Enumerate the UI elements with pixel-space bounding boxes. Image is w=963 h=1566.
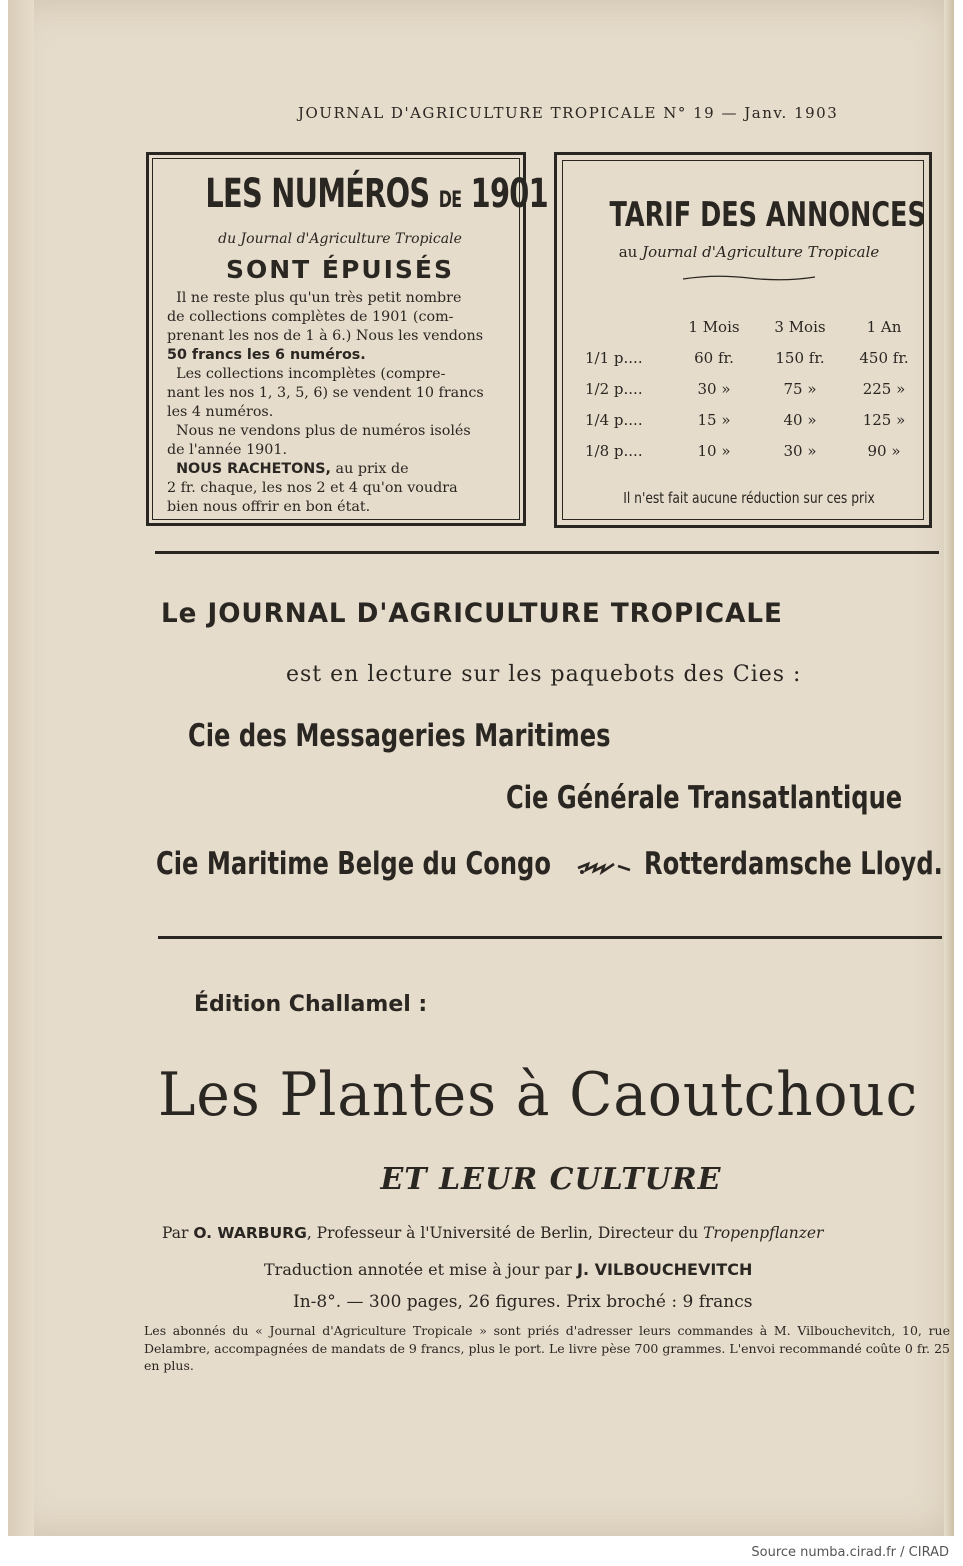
author-prefix: Par — [162, 1224, 194, 1242]
numeros-1901-inner-frame — [152, 158, 548, 520]
col-header: 3 Mois — [774, 317, 826, 336]
tarif-row — [585, 435, 925, 466]
order-note: Les abonnés du « Journal d'Agriculture Tropicale » sont priés d'adresser leurs commandes à M. Vilbouchevitch, 10, rue Delambre, accompagnées de mandats de 9 francs, plus le port. Le livre pèse 700 grammes. L'envoi recommandé coûte 0 fr. 25 en plus. — [144, 1323, 950, 1373]
price-cell: 15 » — [697, 410, 731, 429]
book-format: In-8°. — 300 pages, 26 figures. Prix broché : 9 francs — [293, 1292, 753, 1312]
tarif-annonces-box — [554, 152, 932, 528]
body-line-3: prenant les nos de 1 à 6.) Nous les vendons — [167, 328, 484, 344]
price-cell: 30 » — [783, 441, 817, 460]
body-line-1: Il ne reste plus qu'un très petit nombre — [176, 290, 462, 306]
numeros-1901-body — [167, 289, 523, 517]
author-line — [162, 1224, 952, 1242]
title-main: LES NUMÉROS — [205, 171, 430, 217]
body-line-8: Nous ne vendons plus de numéros isolés — [176, 423, 471, 439]
page-edge — [944, 0, 954, 1536]
journal-headline: Le JOURNAL D'AGRICULTURE TROPICALE — [161, 598, 783, 629]
tarif-inner-frame — [562, 160, 924, 520]
body-line-4: 50 francs les 6 numéros. — [167, 347, 366, 363]
tarif-row — [585, 373, 925, 404]
book-title: Les Plantes à Caoutchouc — [158, 1060, 919, 1130]
row-label: 1/8 p.... — [585, 441, 643, 460]
company-messageries: Cie des Messageries Maritimes — [188, 718, 611, 754]
price-cell: 40 » — [783, 410, 817, 429]
tarif-subtitle-journal: Journal d'Agriculture Tropicale — [642, 243, 880, 261]
numeros-1901-box — [146, 152, 548, 526]
ornament-flourish-icon — [574, 856, 634, 878]
body-line-5: Les collections incomplètes (compre- — [176, 366, 446, 382]
divider-rule — [158, 936, 942, 939]
translation-line — [264, 1260, 752, 1279]
tarif-table — [585, 311, 925, 466]
body-line-12: bien nous offrir en bon état. — [167, 499, 371, 515]
translator-name: J. VILBOUCHEVITCH — [576, 1260, 753, 1279]
author-rest: , Professeur à l'Université de Berlin, Directeur du — [306, 1224, 704, 1242]
row-label: 1/4 p.... — [585, 410, 643, 429]
tarif-row — [585, 342, 925, 373]
body-line-2: de collections complètes de 1901 (com- — [167, 309, 454, 325]
price-cell: 450 fr. — [859, 348, 909, 367]
col-header: 1 Mois — [688, 317, 740, 336]
company-belge-congo: Cie Maritime Belge du Congo — [156, 846, 551, 882]
body-line-10-rest: au prix de — [331, 461, 409, 477]
body-line-7: les 4 numéros. — [167, 404, 274, 420]
price-cell: 75 » — [783, 379, 817, 398]
divider-rule — [155, 551, 939, 554]
tarif-subtitle-prefix: au — [618, 243, 643, 261]
book-subtitle: ET LEUR CULTURE — [380, 1162, 722, 1197]
running-header: JOURNAL D'AGRICULTURE TROPICALE N° 19 — Janv. 1903 — [298, 104, 839, 122]
company-transatlantique: Cie Générale Transatlantique — [506, 780, 903, 816]
page-binding — [8, 0, 34, 1536]
sont-epuises-heading: SONT ÉPUISÉS — [225, 255, 455, 284]
ornamental-rule-icon — [681, 273, 817, 283]
numeros-1901-title — [205, 171, 548, 217]
price-cell: 30 » — [697, 379, 731, 398]
title-de: DE — [438, 188, 462, 213]
author-name: O. WARBURG — [193, 1224, 307, 1242]
source-credit: Source numba.cirad.fr / CIRAD — [751, 1545, 949, 1560]
body-line-9: de l'année 1901. — [167, 442, 287, 458]
tarif-header-row — [585, 311, 925, 342]
row-label: 1/2 p.... — [585, 379, 643, 398]
title-year: 1901 — [470, 171, 548, 217]
translation-prefix: Traduction annotée et mise à jour par — [264, 1260, 577, 1279]
price-cell: 90 » — [867, 441, 901, 460]
company-rotterdamsche: Rotterdamsche Lloyd. — [644, 846, 943, 882]
tarif-title: TARIF DES ANNONCES — [609, 195, 926, 235]
row-label: 1/1 p.... — [585, 348, 643, 367]
col-header: 1 An — [866, 317, 902, 336]
tarif-subtitle — [563, 243, 935, 261]
edition-label: Édition Challamel : — [194, 992, 428, 1017]
tarif-note: Il n'est fait aucune réduction sur ces prix — [623, 489, 875, 507]
tarif-row — [585, 404, 925, 435]
body-line-10-bold: NOUS RACHETONS, — [176, 461, 331, 477]
author-journal: Tropenpflanzer — [703, 1224, 824, 1242]
price-cell: 10 » — [697, 441, 731, 460]
price-cell: 150 fr. — [775, 348, 825, 367]
price-cell: 60 fr. — [694, 348, 734, 367]
body-line-11: 2 fr. chaque, les nos 2 et 4 qu'on voudra — [167, 480, 458, 496]
price-cell: 225 » — [862, 379, 906, 398]
numeros-1901-subtitle: du Journal d'Agriculture Tropicale — [218, 231, 462, 247]
lecture-line: est en lecture sur les paquebots des Cies : — [286, 662, 802, 687]
scanned-page — [8, 0, 954, 1536]
price-cell: 125 » — [862, 410, 906, 429]
body-line-6: nant les nos 1, 3, 5, 6) se vendent 10 francs — [167, 385, 484, 401]
